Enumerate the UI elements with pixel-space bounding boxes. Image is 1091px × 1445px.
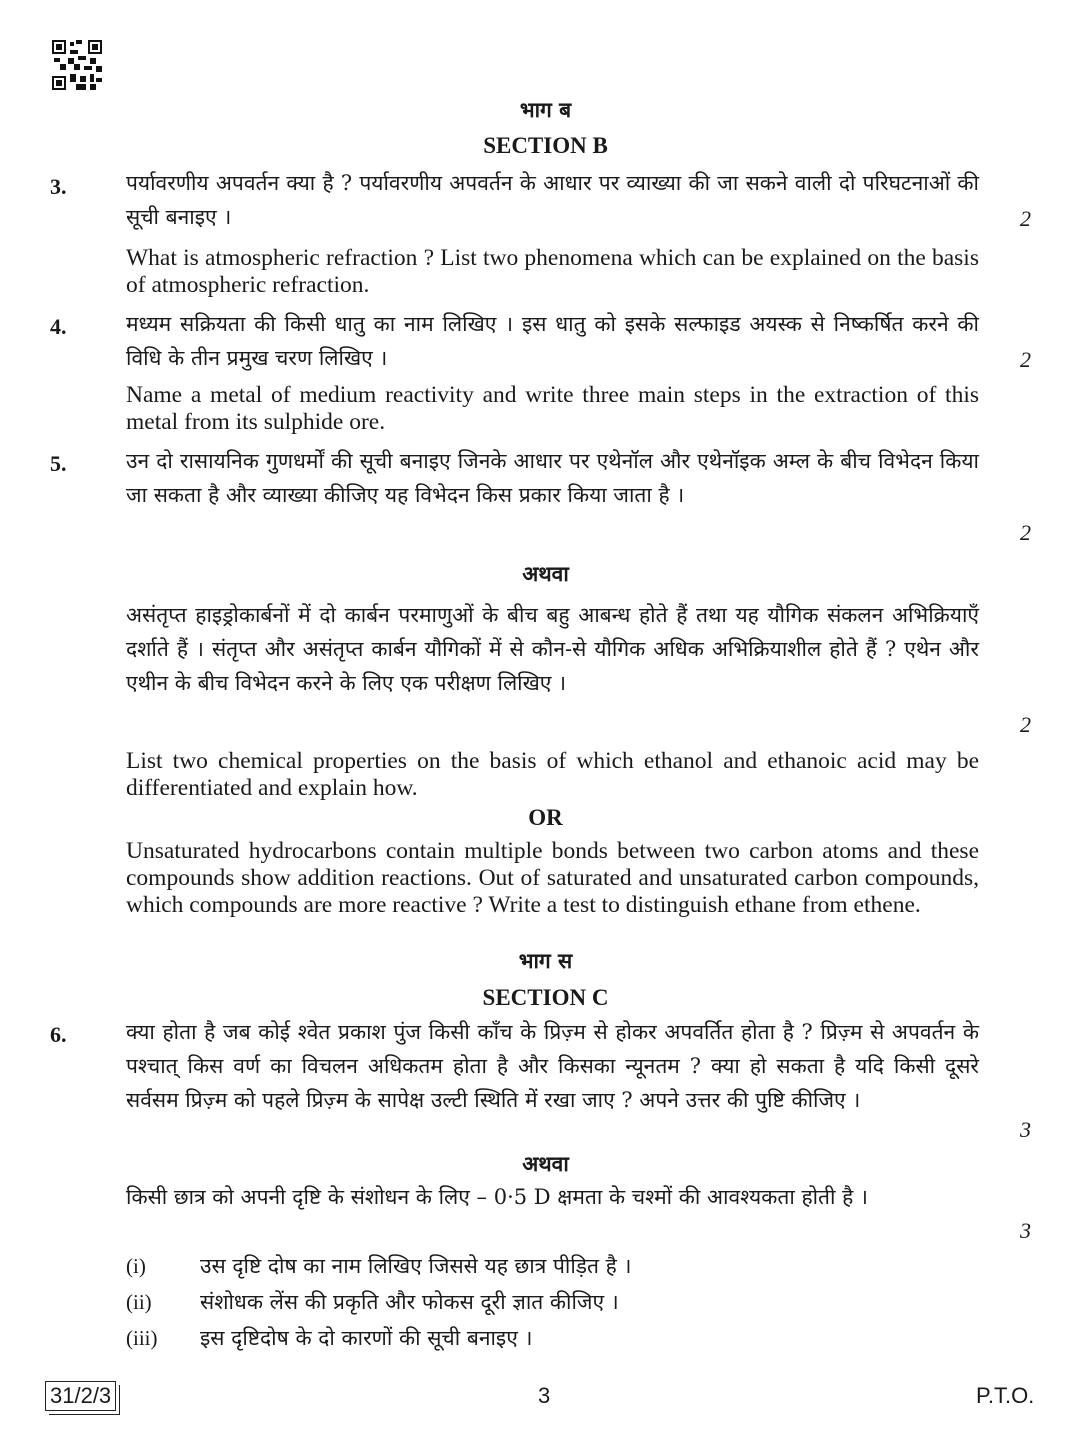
section-b-heading: SECTION B <box>483 133 608 158</box>
q5-alt-marks: 2 <box>1020 712 1031 737</box>
subpart-label: (ii) <box>126 1290 152 1314</box>
q6-alt-marks: 3 <box>1020 1218 1031 1243</box>
section-b-heading-hindi: भाग ब <box>519 97 572 122</box>
q5-marks: 2 <box>1020 520 1031 545</box>
q5-english-text: List two chemical properties on the basis of which ethanol and ethanoic acid may be differentiated and explain how. <box>126 748 979 801</box>
question-number: 3. <box>50 174 67 199</box>
paper-code: 31/2/3 <box>45 1381 116 1411</box>
q4-hindi-text: मध्यम सक्रियता की किसी धातु का नाम लिखिए । इस धातु को इसके सल्फाइड अयस्क से निष्कर्षित करने की विधि के तीन प्रमुख चरण लिखिए । <box>126 312 979 370</box>
pto-label: P.T.O. <box>976 1383 1035 1408</box>
section-c-heading: SECTION C <box>482 985 609 1010</box>
subpart-label: (i) <box>126 1254 146 1278</box>
q4-marks: 2 <box>1020 347 1031 372</box>
q4-english-text: Name a metal of medium reactivity and write three main steps in the extraction of this metal from its sulphide ore. <box>126 382 979 435</box>
or-heading-hindi: अथवा <box>522 561 569 586</box>
subpart-text: संशोधक लेंस की प्रकृति और फोकस दूरी ज्ञात कीजिए । <box>200 1290 619 1314</box>
q6-alt-hindi-text: किसी छात्र को अपनी दृष्टि के संशोधन के लिए – 0·5 D क्षमता के चश्मों की आवश्यकता होती है । <box>126 1185 868 1209</box>
q3-hindi-text: पर्यावरणीय अपवर्तन क्या है ? पर्यावरणीय अपवर्तन के आधार पर व्याख्या की जा सकने वाली दो परिघटनाओं की सूची बनाइए । <box>126 171 979 229</box>
question-number: 4. <box>50 314 67 339</box>
q3-english-text: What is atmospheric refraction ? List two phenomena which can be explained on the basis of atmospheric refraction. <box>126 245 979 298</box>
q6-marks: 3 <box>1020 1117 1031 1142</box>
or-heading-hindi: अथवा <box>522 1151 569 1176</box>
q5-alt-hindi-text: असंतृप्त हाइड्रोकार्बनों में दो कार्बन परमाणुओं के बीच बहु आबन्ध होते हैं तथा यह यौगिक संकलन अभिक्रियाएँ दर्शाते हैं । संतृप्त और असंतृप्त कार्बन यौगिकों में से कौन-से यौगिक अधिक अभिक्रियाशील होते हैं ? एथेन और एथीन के बीच विभेदन करने के लिए एक परीक्षण लिखिए । <box>126 603 979 695</box>
subpart-text: उस दृष्टि दोष का नाम लिखिए जिससे यह छात्र पीड़ित है । <box>200 1254 632 1278</box>
q6-hindi-text: क्या होता है जब कोई श्वेत प्रकाश पुंज किसी काँच के प्रिज़्म से होकर अपवर्तित होता है ? प्रिज़्म से अपवर्तन के पश्चात् किस वर्ण का विचलन अधिकतम होता है और किसका न्यूनतम ? क्या हो सकता है यदि किसी दूसरे सर्वसम प्रिज़्म को पहले प्रिज़्म के सापेक्ष उल्टी स्थिति में रखा जाए ? अपने उत्तर की पुष्टि कीजिए । <box>126 1020 979 1112</box>
or-heading: OR <box>528 805 563 830</box>
q5-alt-english-text: Unsaturated hydrocarbons contain multiple bonds between two carbon atoms and these compounds show addition reactions. Out of saturated and unsaturated carbon compounds, which compounds are more reactive ? Write a test to distinguish ethane from ethene. <box>126 838 979 918</box>
subpart-text: इस दृष्टिदोष के दो कारणों की सूची बनाइए । <box>200 1326 533 1350</box>
qr-code-icon <box>52 40 102 90</box>
question-number: 5. <box>50 451 67 476</box>
section-c-heading-hindi: भाग स <box>518 948 573 973</box>
question-number: 6. <box>50 1022 67 1047</box>
subpart-label: (iii) <box>126 1326 158 1350</box>
q3-marks: 2 <box>1020 206 1031 231</box>
q5-hindi-text: उन दो रासायनिक गुणधर्मों की सूची बनाइए जिनके आधार पर एथेनॉल और एथेनॉइक अम्ल के बीच विभेदन किया जा सकता है और व्याख्या कीजिए यह विभेदन किस प्रकार किया जाता है । <box>126 449 979 507</box>
page-number: 3 <box>538 1383 551 1408</box>
